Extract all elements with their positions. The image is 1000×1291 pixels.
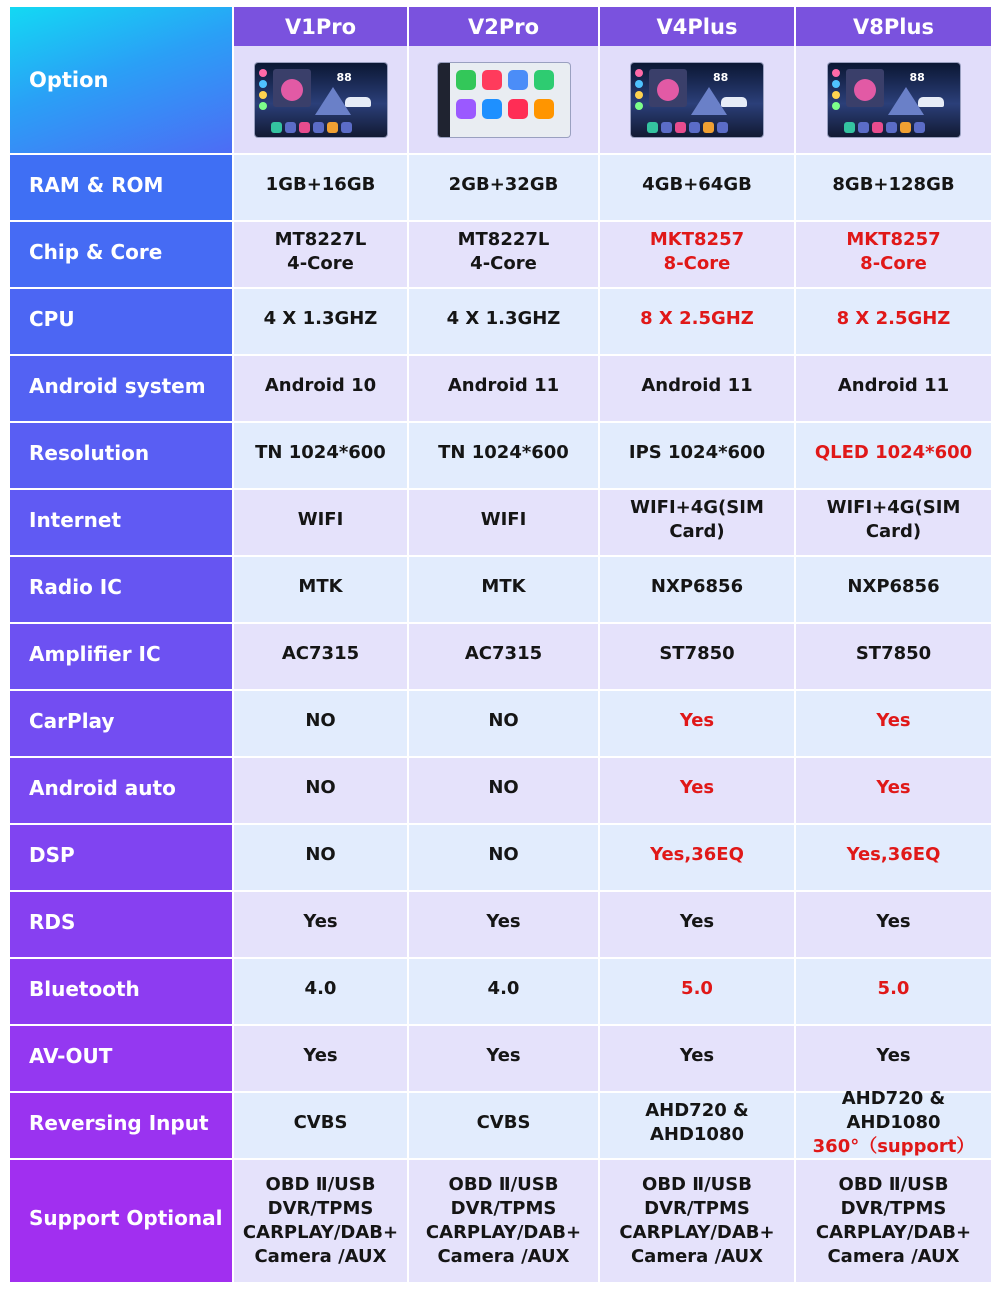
spec-value: MKT8257: [846, 228, 941, 250]
spec-cell: [409, 1093, 598, 1158]
spec-value: QLED 1024*600: [814, 441, 973, 463]
spec-cell: [234, 691, 407, 756]
row-label-text: Android system: [29, 373, 206, 398]
row-label-text: CPU: [29, 306, 75, 331]
row-label: [10, 423, 232, 488]
spec-value: MTK: [481, 575, 526, 597]
spec-value: 8-Core: [860, 252, 927, 274]
spec-value: OBD Ⅱ/USB: [642, 1174, 752, 1195]
spec-cell: [600, 222, 794, 287]
spec-value: 5.0: [681, 977, 713, 999]
spec-value: 4-Core: [470, 252, 537, 274]
spec-value: OBD Ⅱ/USB: [448, 1174, 559, 1195]
dashboard-screen-thumbnail: 88: [828, 63, 960, 137]
spec-value: Camera /AUX: [827, 1246, 960, 1267]
spec-cell: [234, 490, 407, 555]
row-label: [10, 892, 232, 957]
spec-cell: [234, 1160, 407, 1282]
spec-value: Yes: [303, 910, 338, 932]
spec-value: DVR/TPMS: [644, 1198, 750, 1219]
spec-value: 8 X 2.5GHZ: [640, 307, 754, 329]
row-label: [10, 758, 232, 823]
spec-cell: [600, 423, 794, 488]
spec-value: OBD Ⅱ/USB: [838, 1174, 949, 1195]
spec-value: NXP6856: [650, 575, 744, 597]
row-label-text: Support Optional: [29, 1206, 223, 1230]
spec-value: Yes: [876, 1044, 911, 1066]
spec-value: 4GB+64GB: [642, 173, 752, 195]
spec-value: 4.0: [304, 977, 337, 999]
spec-cell: [234, 825, 407, 890]
model-name: V2Pro: [409, 7, 598, 46]
spec-value: 2GB+32GB: [448, 173, 559, 195]
spec-cell: [409, 222, 598, 287]
spec-cell: [796, 892, 991, 957]
spec-cell: [234, 624, 407, 689]
spec-cell: [600, 892, 794, 957]
spec-cell: [409, 825, 598, 890]
spec-value: Camera /AUX: [630, 1246, 764, 1267]
spec-value: ST7850: [855, 642, 932, 664]
spec-value: 4 X 1.3GHZ: [263, 307, 378, 329]
row-label: [10, 289, 232, 354]
spec-value: DVR/TPMS: [267, 1198, 374, 1219]
row-label-text: RDS: [29, 909, 76, 934]
spec-value: CARPLAY/DAB+: [425, 1222, 582, 1243]
spec-value: ST7850: [659, 642, 735, 664]
row-label: [10, 557, 232, 622]
row-label: [10, 825, 232, 890]
spec-cell: [796, 289, 991, 354]
spec-value: AC7315: [464, 642, 543, 664]
spec-cell: [234, 1026, 407, 1091]
comparison-table: [10, 7, 989, 1285]
spec-value: AHD720 & AHD1080: [645, 1099, 749, 1145]
spec-value: WIFI+4G(SIM Card): [826, 496, 961, 542]
spec-cell: [796, 825, 991, 890]
spec-cell: [409, 155, 598, 220]
dashboard-screen-thumbnail: 88: [255, 63, 387, 137]
spec-value: NO: [488, 709, 519, 731]
spec-cell: [409, 490, 598, 555]
spec-value: Yes: [679, 910, 715, 932]
spec-value: 4 X 1.3GHZ: [446, 307, 561, 329]
row-label-text: Bluetooth: [29, 976, 140, 1001]
spec-cell: [409, 1160, 598, 1282]
spec-value: AHD720 & AHD1080: [841, 1087, 946, 1133]
row-label: [10, 1160, 232, 1282]
spec-value: Yes: [486, 910, 521, 932]
spec-cell: [600, 356, 794, 421]
spec-cell: [600, 1160, 794, 1282]
row-label-text: Amplifier IC: [29, 641, 161, 666]
spec-value: Yes: [876, 776, 911, 798]
spec-cell: [796, 356, 991, 421]
spec-value: MT8227L: [274, 228, 367, 250]
spec-value: 4-Core: [287, 252, 354, 274]
option-header-cell: [10, 7, 232, 153]
spec-cell: [409, 624, 598, 689]
spec-value: Yes,36EQ: [846, 843, 941, 865]
spec-value: Yes: [303, 1044, 338, 1066]
spec-value: WIFI+4G(SIM Card): [630, 496, 764, 542]
spec-value: WIFI: [480, 508, 527, 530]
spec-value: IPS 1024*600: [628, 441, 766, 463]
spec-value: CVBS: [476, 1111, 531, 1133]
spec-cell: [796, 222, 991, 287]
model-header-v2pro: [409, 7, 598, 153]
spec-cell: [234, 356, 407, 421]
carplay-screen-thumbnail: [438, 63, 570, 137]
spec-value: Android 11: [447, 374, 560, 396]
spec-value: NXP6856: [847, 575, 940, 597]
spec-value: Android 11: [641, 374, 753, 396]
spec-cell: [409, 557, 598, 622]
spec-cell: [600, 691, 794, 756]
row-label-text: Reversing Input: [29, 1110, 209, 1135]
row-label: [10, 1026, 232, 1091]
spec-cell: [234, 289, 407, 354]
spec-value: CARPLAY/DAB+: [242, 1222, 399, 1243]
spec-cell: [409, 356, 598, 421]
row-label: [10, 1093, 232, 1158]
spec-value: Camera /AUX: [254, 1246, 387, 1267]
spec-value: Yes,36EQ: [650, 843, 744, 865]
spec-cell: [409, 423, 598, 488]
spec-value: DVR/TPMS: [450, 1198, 557, 1219]
spec-value: CARPLAY/DAB+: [815, 1222, 972, 1243]
row-label-text: RAM & ROM: [29, 172, 164, 197]
model-header-v4plus: [600, 7, 794, 153]
row-label: [10, 624, 232, 689]
spec-cell: [600, 1093, 794, 1158]
spec-value: Android 10: [264, 374, 377, 396]
spec-value: 8-Core: [663, 252, 731, 274]
spec-value: MTK: [298, 575, 343, 597]
spec-cell: [600, 959, 794, 1024]
spec-cell: [796, 490, 991, 555]
row-label-text: Android auto: [29, 775, 176, 800]
spec-cell: [409, 758, 598, 823]
spec-value: NO: [305, 776, 336, 798]
spec-value: CVBS: [293, 1111, 348, 1133]
row-label-text: AV-OUT: [29, 1043, 113, 1068]
spec-cell: [600, 557, 794, 622]
spec-cell: [796, 691, 991, 756]
spec-cell: [409, 892, 598, 957]
spec-value: Yes: [679, 1044, 715, 1066]
spec-cell: [234, 155, 407, 220]
row-label: [10, 155, 232, 220]
spec-cell: [234, 892, 407, 957]
spec-value: Yes: [876, 709, 911, 731]
spec-value: 5.0: [877, 977, 910, 999]
spec-cell: [796, 155, 991, 220]
model-header-v8plus: [796, 7, 991, 153]
spec-cell: [600, 490, 794, 555]
row-label-text: Radio IC: [29, 574, 122, 599]
spec-cell: [796, 423, 991, 488]
spec-cell: [796, 1026, 991, 1091]
spec-cell: [796, 1160, 991, 1282]
spec-cell: [600, 624, 794, 689]
spec-value: AC7315: [281, 642, 360, 664]
spec-cell: [600, 289, 794, 354]
spec-cell: [234, 557, 407, 622]
spec-value: 360°（support）: [812, 1135, 975, 1157]
spec-value: Yes: [486, 1044, 521, 1066]
row-label-text: Chip & Core: [29, 239, 163, 264]
row-label: [10, 356, 232, 421]
row-label: [10, 691, 232, 756]
spec-value: 8GB+128GB: [832, 173, 955, 195]
spec-cell: [234, 222, 407, 287]
model-header-v1pro: [234, 7, 407, 153]
row-label-text: DSP: [29, 842, 75, 867]
spec-cell: [796, 959, 991, 1024]
spec-cell: [234, 1093, 407, 1158]
spec-cell: [234, 758, 407, 823]
spec-cell: [409, 691, 598, 756]
option-label: Option: [29, 68, 109, 92]
spec-cell: [234, 959, 407, 1024]
model-name: V8Plus: [796, 7, 991, 46]
spec-cell: [234, 423, 407, 488]
spec-cell: [600, 155, 794, 220]
spec-cell: [409, 1026, 598, 1091]
spec-cell: [796, 557, 991, 622]
spec-value: Yes: [679, 709, 715, 731]
spec-cell: [600, 825, 794, 890]
row-label-text: Resolution: [29, 440, 150, 465]
spec-cell: [796, 758, 991, 823]
spec-value: CARPLAY/DAB+: [619, 1222, 775, 1243]
spec-value: Yes: [679, 776, 715, 798]
spec-value: Yes: [876, 910, 911, 932]
spec-value: OBD Ⅱ/USB: [265, 1174, 376, 1195]
spec-value: Android 11: [837, 374, 950, 396]
spec-value: TN 1024*600: [255, 441, 386, 463]
spec-value: DVR/TPMS: [840, 1198, 947, 1219]
spec-value: Camera /AUX: [437, 1246, 570, 1267]
spec-cell: [409, 289, 598, 354]
spec-cell: [600, 1026, 794, 1091]
spec-value: MKT8257: [649, 228, 745, 250]
row-label: [10, 490, 232, 555]
spec-value: NO: [305, 843, 336, 865]
dashboard-screen-thumbnail: 88: [631, 63, 763, 137]
row-label: [10, 222, 232, 287]
spec-value: 1GB+16GB: [265, 173, 376, 195]
spec-value: NO: [488, 843, 519, 865]
spec-value: NO: [488, 776, 519, 798]
spec-cell: [409, 959, 598, 1024]
spec-value: 4.0: [487, 977, 520, 999]
spec-value: TN 1024*600: [438, 441, 569, 463]
row-label-text: CarPlay: [29, 708, 115, 733]
spec-cell: [796, 1087, 991, 1158]
spec-cell: [796, 624, 991, 689]
spec-value: 8 X 2.5GHZ: [836, 307, 951, 329]
row-label: [10, 959, 232, 1024]
spec-value: MT8227L: [457, 228, 550, 250]
model-name: V4Plus: [600, 7, 794, 46]
model-name: V1Pro: [234, 7, 407, 46]
spec-cell: [600, 758, 794, 823]
spec-value: NO: [305, 709, 336, 731]
spec-value: WIFI: [297, 508, 344, 530]
row-label-text: Internet: [29, 507, 122, 532]
